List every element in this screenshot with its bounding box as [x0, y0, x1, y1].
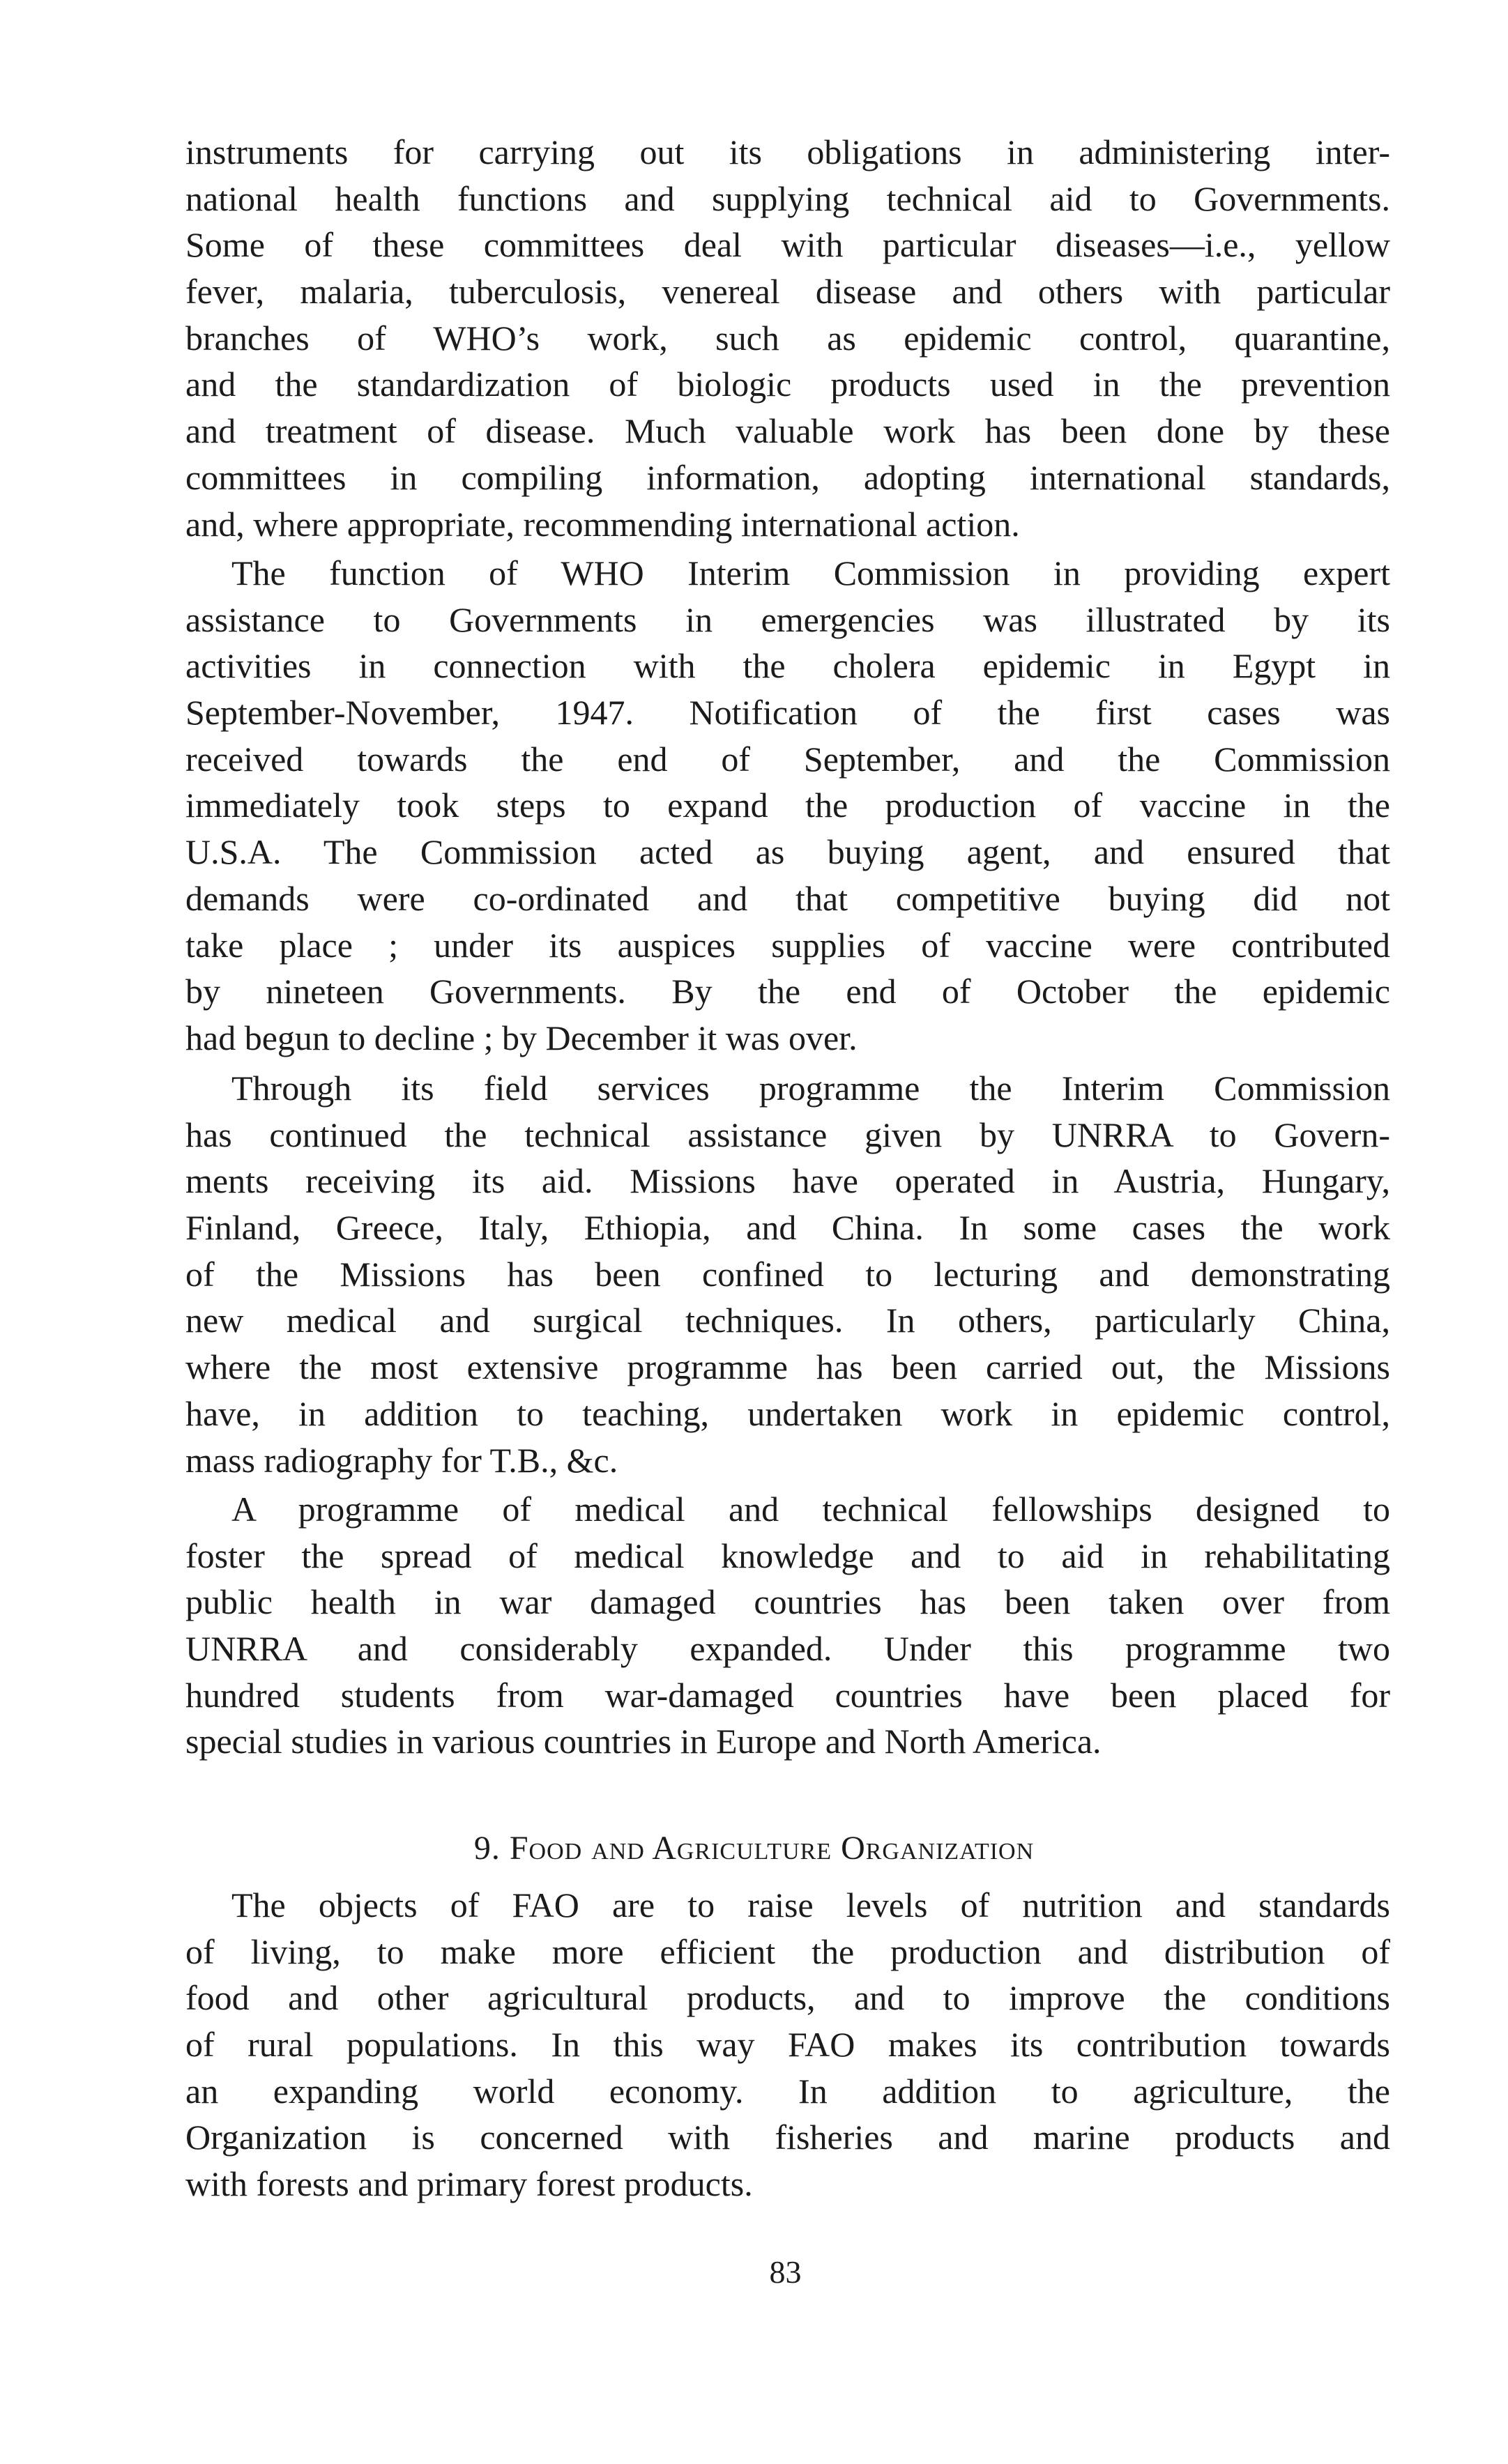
text-line: and, where appropriate, recommending international action. [185, 504, 1020, 544]
text-line: and treatment of disease. Much valuable work has been done by these [185, 411, 1390, 451]
text-line: Some of these committees deal with particular diseases—i.e., yellow [185, 225, 1390, 265]
text-line: has continued the technical assistance given by UNRRA to Govern- [185, 1115, 1390, 1154]
text-line: and the standardization of biologic products used in the prevention [185, 365, 1390, 404]
text-line: demands were co-ordinated and that competitive buying did not [185, 878, 1390, 918]
text-line: instruments for carrying out its obligations in administering inter- [185, 132, 1390, 171]
paragraph-cholera-epidemic [185, 550, 1390, 1062]
text-line: received towards the end of September, and the Commission [185, 739, 1390, 779]
text-line: ments receiving its aid. Missions have operated in Austria, Hungary, [185, 1161, 1390, 1201]
text-line: have, in addition to teaching, undertaken work in epidemic control, [185, 1393, 1390, 1433]
text-line: immediately took steps to expand the production of vaccine in the [185, 786, 1390, 825]
text-line: assistance to Governments in emergencies was illustrated by its [185, 599, 1390, 639]
text-line: September-November, 1947. Notification of the first cases was [185, 693, 1390, 733]
text-line: Finland, Greece, Italy, Ethiopia, and China. In some cases the work [185, 1208, 1390, 1248]
text-line: special studies in various countries in Europe and North America. [185, 1722, 1102, 1761]
text-line: of the Missions has been confined to lecturing and demonstrating [185, 1254, 1390, 1294]
page-number: 83 [769, 2254, 802, 2290]
text-line: new medical and surgical techniques. In others, particularly China, [185, 1301, 1390, 1340]
section-heading: 9. Food and Agriculture Organization [473, 1830, 1035, 1867]
text-line: foster the spread of medical knowledge and to aid in rehabilitating [185, 1536, 1390, 1575]
text-line: with forests and primary forest products. [185, 2164, 753, 2204]
text-line: Organization is concerned with fisheries and marine products and [185, 2118, 1390, 2157]
text-line: national health functions and supplying technical aid to Governments. [185, 178, 1390, 218]
paragraph-fellowships [185, 1486, 1390, 1765]
text-line: branches of WHO’s work, such as epidemic control, quarantine, [185, 318, 1390, 358]
text-line: mass radiography for T.B., &c. [185, 1440, 618, 1480]
text-line: take place ; under its auspices supplies of vaccine were contributed [185, 925, 1390, 965]
paragraph-field-services [185, 1065, 1390, 1483]
text-line: by nineteen Governments. By the end of October the epidemic [185, 972, 1390, 1011]
text-line: an expanding world economy. In addition to agriculture, the [185, 2071, 1390, 2111]
paragraph-who-committees [185, 129, 1390, 547]
text-line: hundred students from war-damaged countries have been placed for [185, 1675, 1390, 1715]
text-line: Through its field services programme the Interim Commission [231, 1069, 1390, 1108]
paragraph-fao-objects [185, 1882, 1390, 2207]
text-line: of living, to make more efficient the production and distribution of [185, 1931, 1390, 1971]
text-line: public health in war damaged countries has been taken over from [185, 1582, 1390, 1622]
text-line: The function of WHO Interim Commission in providing expert [231, 553, 1390, 592]
text-line: UNRRA and considerably expanded. Under this programme two [185, 1629, 1390, 1669]
text-line: where the most extensive programme has been carried out, the Missions [185, 1347, 1390, 1387]
text-line: food and other agricultural products, and to improve the conditions [185, 1978, 1390, 2018]
text-line: activities in connection with the cholera epidemic in Egypt in [185, 646, 1390, 686]
text-line: had begun to decline ; by December it was over. [185, 1018, 858, 1057]
text-line: U.S.A. The Commission acted as buying agent, and ensured that [185, 832, 1390, 872]
text-line: The objects of FAO are to raise levels of nutrition and standards [231, 1885, 1390, 1924]
text-line: A programme of medical and technical fellowships designed to [231, 1490, 1390, 1529]
text-line: of rural populations. In this way FAO makes its contribution towards [185, 2025, 1390, 2065]
text-line: fever, malaria, tuberculosis, venereal disease and others with particular [185, 272, 1390, 312]
text-line: committees in compiling information, adopting international standards, [185, 457, 1390, 497]
